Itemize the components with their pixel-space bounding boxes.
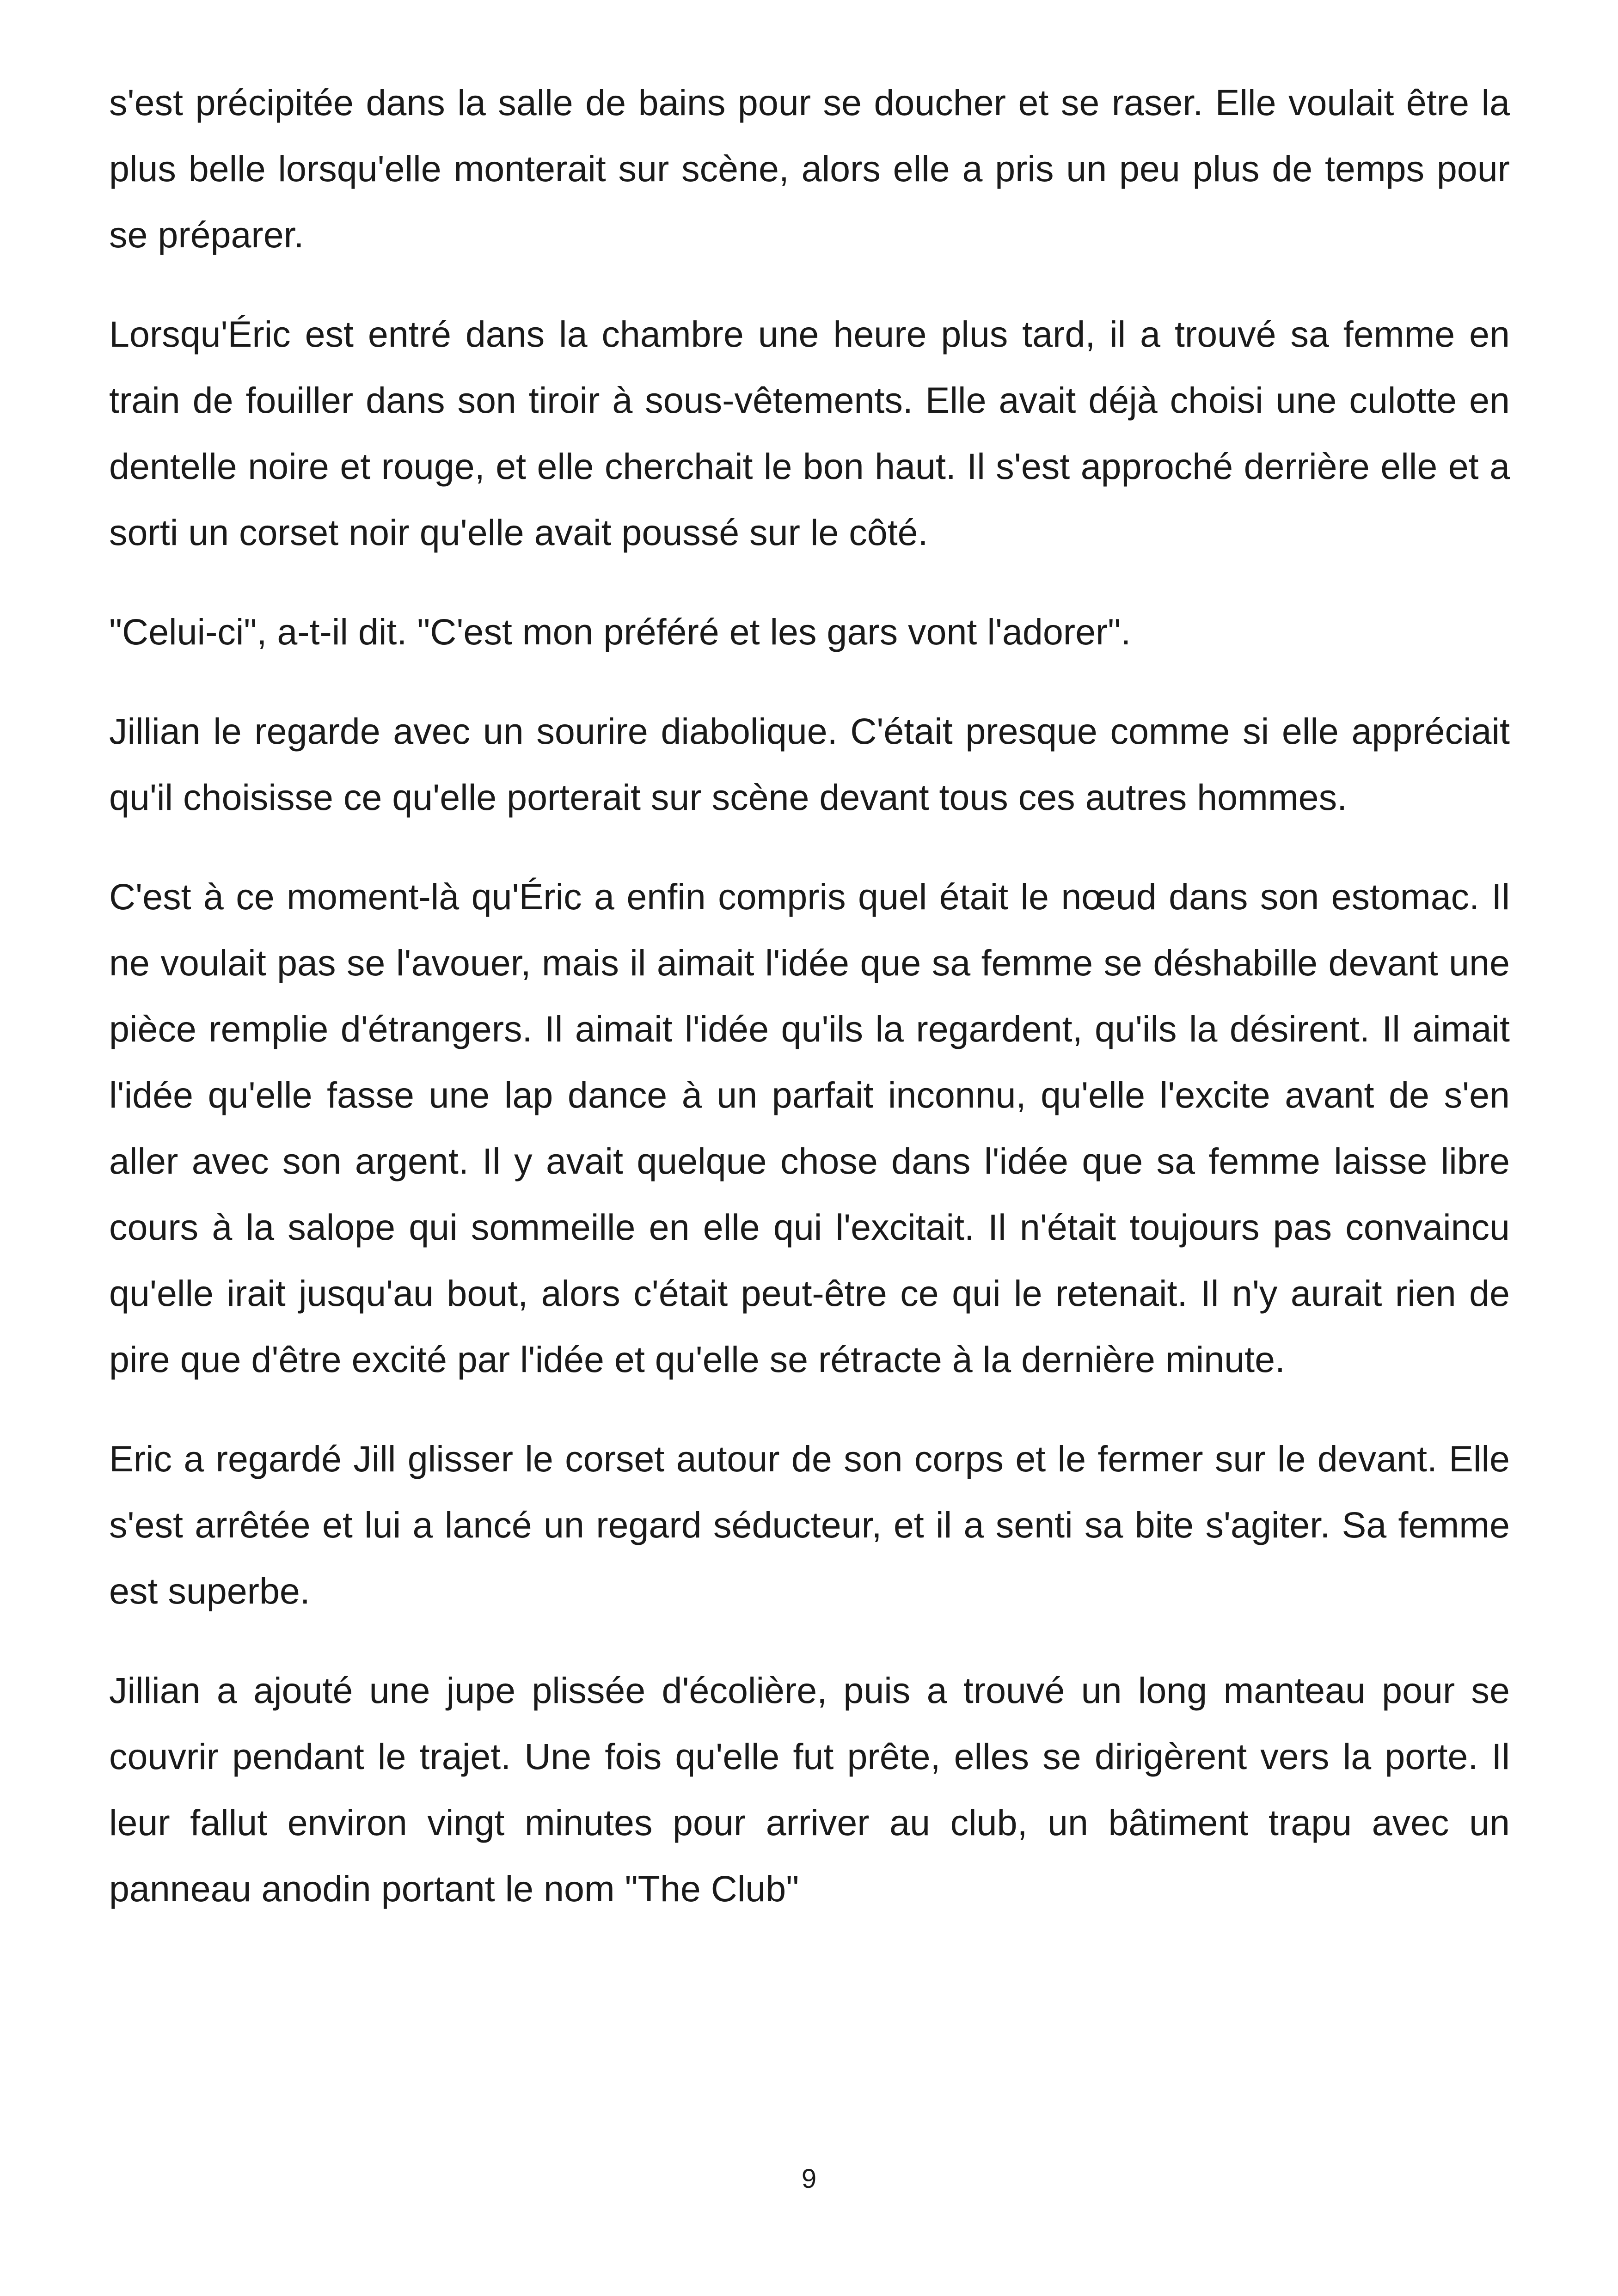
paragraph: Lorsqu'Éric est entré dans la chambre une heure plus tard, il a trouvé sa femme en train de fouiller dans son tiroir à sous-vêtements. Elle avait déjà choisi une culotte en dentelle noire et rouge, et elle cherchait le bon haut. Il s'est approché derrière elle et a sorti un corset noir qu'elle avait poussé sur le côté. xyxy=(109,313,1510,553)
paragraph: Jillian le regarde avec un sourire diabolique. C'était presque comme si elle appréciait qu'il choisisse ce qu'elle porterait sur scène devant tous ces autres hommes. xyxy=(109,710,1510,818)
paragraph: Eric a regardé Jill glisser le corset autour de son corps et le fermer sur le devant. Elle s'est arrêtée et lui a lancé un regard séducteur, et il a senti sa bite s'agiter. Sa femme est superbe. xyxy=(109,1438,1510,1611)
paragraph: Jillian a ajouté une jupe plissée d'écolière, puis a trouvé un long manteau pour se couvrir pendant le trajet. Une fois qu'elle fut prête, elles se dirigèrent vers la porte. Il leur fallut environ vingt minutes pour arriver au club, un bâtiment trapu avec un panneau anodin portant le nom "The Club" xyxy=(109,1670,1510,1909)
paragraph: "Celui-ci", a-t-il dit. "C'est mon préféré et les gars vont l'adorer". xyxy=(109,611,1131,652)
page-number: 9 xyxy=(801,2164,817,2194)
paragraph: s'est précipitée dans la salle de bains pour se doucher et se raser. Elle voulait être la plus belle lorsqu'elle monterait sur scène, alors elle a pris un peu plus de temps pour se préparer. xyxy=(109,82,1510,255)
paragraph: C'est à ce moment-là qu'Éric a enfin compris quel était le nœud dans son estomac. Il ne voulait pas se l'avouer, mais il aimait l'idée que sa femme se déshabille devant une pièce remplie d'étrangers. Il aimait l'idée qu'ils la regardent, qu'ils la désirent. Il aimait l'idée qu'elle fasse une lap dance à un parfait inconnu, qu'elle l'excite avant de s'en aller avec son argent. Il y avait quelque chose dans l'idée que sa femme laisse libre cours à la salope qui sommeille en elle qui l'excitait. Il n'était toujours pas convaincu qu'elle irait jusqu'au bout, alors c'était peut-être ce qui le retenait. Il n'y aurait rien de pire que d'être excité par l'idée et qu'elle se rétracte à la dernière minute. xyxy=(109,876,1510,1380)
body-text xyxy=(109,69,1510,1955)
